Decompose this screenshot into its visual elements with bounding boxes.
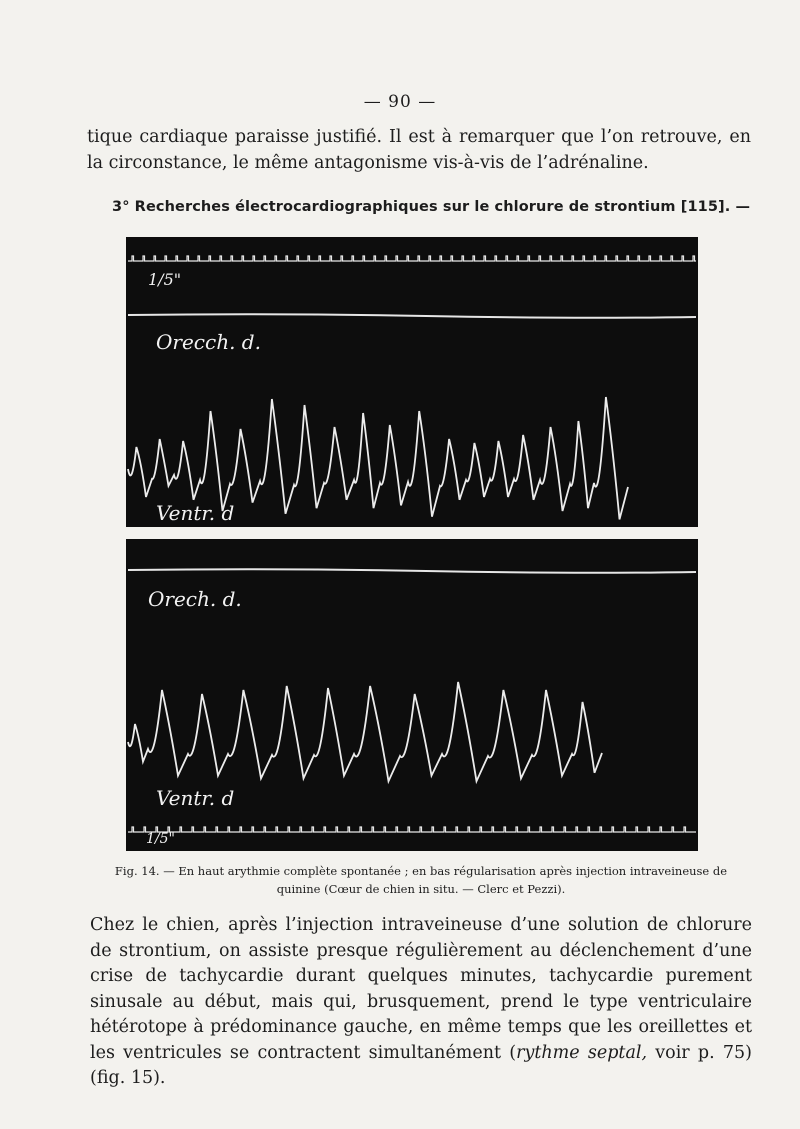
ventricle-label-top: Ventr. d xyxy=(156,501,235,525)
atrial-label-bottom: Orecℎ. d. xyxy=(148,587,242,611)
caption-line-2: quinine (Cœur de chien in situ. — Clerc et Pezzi). xyxy=(276,882,566,896)
bottom-paragraph-main: Chez le chien, après l’injection intraveineuse d’une solution de chlorure de strontium, on assiste presque régulièrement au déclenchement d’une crise de tachycardie durant quelques minutes, tachycardie purement sinusale au début, mais qui, brusquement, prend le type ventriculaire hétérotope à prédominance gauche, en même temps que les oreillettes et les ventricules se contractent simultanément ( xyxy=(90,915,752,1063)
ecg-panel-divider xyxy=(126,527,698,539)
ecg-figure xyxy=(126,237,698,851)
page-number: — 90 — xyxy=(363,92,437,112)
section-heading: 3° Recherches électrocardiographiques sur le chlorure de strontium [115]. — xyxy=(112,199,751,215)
top-paragraph: tique cardiaque paraisse justifié. Il est à remarquer que l’on retrouve, en la circonstance, le même antagonisme vis-à-vis de l’adrénaline. xyxy=(87,127,751,173)
bottom-paragraph-italic: rythme septal, xyxy=(516,1042,648,1063)
ventricle-label-bottom: Ventr. d xyxy=(156,786,235,810)
atrial-label-top: Oreccℎ. d. xyxy=(156,330,261,354)
bottom-paragraph xyxy=(90,913,752,1092)
figure-caption xyxy=(90,862,752,898)
time-label-top: 1/5" xyxy=(148,270,182,289)
time-label-bottom: 1/5" xyxy=(146,831,175,847)
caption-line-1: Fig. 14. — En haut arythmie complète spontanée ; en bas régularisation après injection intraveineuse de xyxy=(114,864,728,878)
bottom-paragraph-end: voir p. 75) (fig. 15). xyxy=(90,1042,753,1088)
